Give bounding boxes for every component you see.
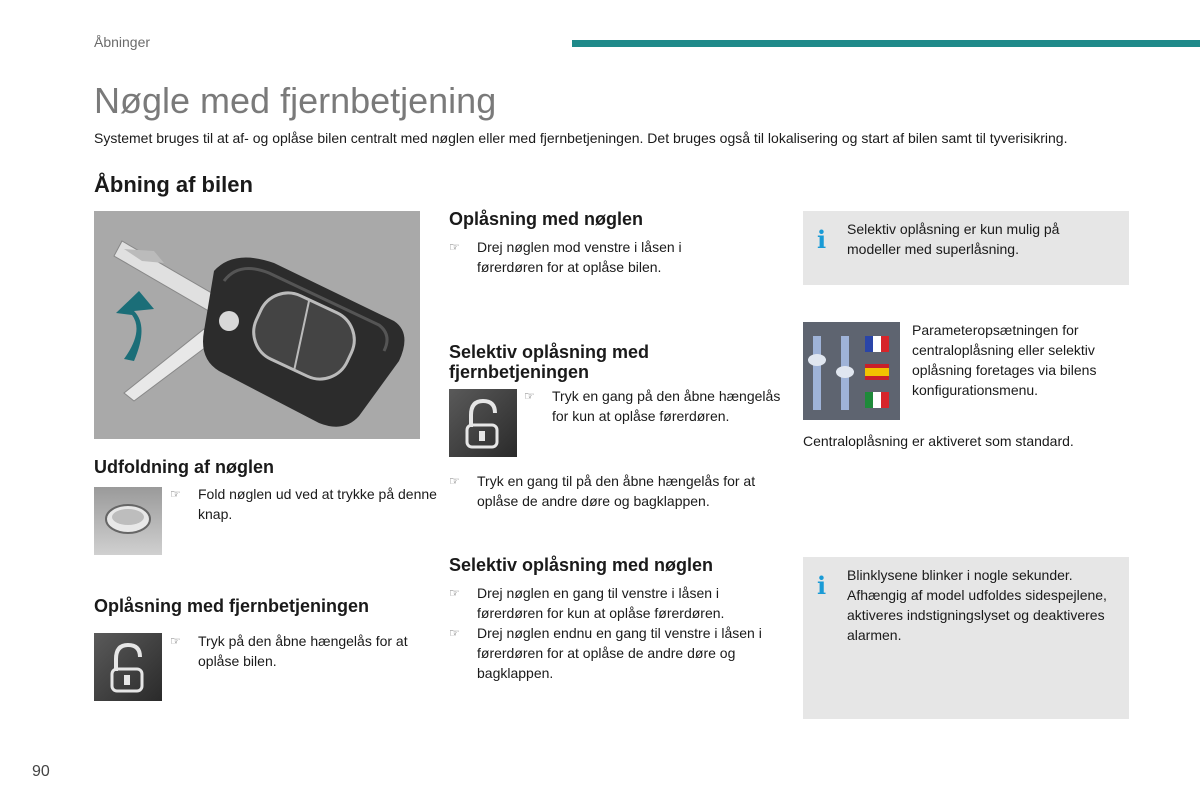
bullet-text: Drej nøglen mod venstre i låsen i førerdøren for at oplåse bilen.: [477, 239, 682, 275]
pointing-hand-icon: ☞: [449, 474, 460, 488]
bullet-selective-key-1: [449, 583, 777, 623]
info-box-superlock: [803, 211, 1129, 285]
heading-selective-key: Selektiv oplåsning med nøglen: [449, 555, 714, 575]
bullet-text: Tryk en gang på den åbne hængelås for kun at oplåse førerdøren.: [552, 388, 781, 424]
param-text: Parameteropsætningen for centraloplåsning eller selektiv oplåsning foretages via bilens konfigurationsmenu.: [912, 322, 1097, 398]
config-menu-image: [803, 322, 900, 420]
info-icon: i: [817, 225, 827, 254]
pointing-hand-icon: ☞: [170, 487, 181, 501]
heading-unfold-key: Udfoldning af nøglen: [94, 457, 274, 477]
bullet-remote-unlock: [170, 631, 448, 671]
fold-button-image: [94, 487, 162, 555]
header-rule: [572, 40, 1200, 47]
pointing-hand-icon: ☞: [170, 634, 181, 648]
standard-text: Centraloplåsning er aktiveret som standard.: [803, 433, 1074, 449]
bullet-text: Drej nøglen en gang til venstre i låsen i førerdøren for kun at oplåse førerdøren.: [477, 585, 725, 621]
key-illustration: [94, 211, 420, 439]
bullet-text: Tryk på den åbne hængelås for at oplåse bilen.: [198, 633, 408, 669]
bullet-selective-remote-2: [449, 471, 777, 511]
section-label: Åbninger: [94, 34, 151, 50]
open-padlock-icon: [94, 633, 162, 701]
open-padlock-icon: [449, 389, 517, 457]
heading-remote-unlock: Oplåsning med fjernbetjeningen: [94, 596, 370, 616]
pointing-hand-icon: ☞: [449, 240, 460, 254]
info-text: Blinklysene blinker i nogle sekunder. Afhængig af model udfoldes sidespejlene, aktiveres indstigningslyset og deaktiveres alarmen.: [847, 567, 1107, 643]
bullet-selective-key-2: [449, 623, 777, 683]
heading-key-unlock: Oplåsning med nøglen: [449, 209, 644, 229]
bullet-text: Tryk en gang til på den åbne hængelås for at oplåse de andre døre og bagklappen.: [477, 473, 756, 509]
info-text: Selektiv oplåsning er kun mulig på modeller med superlåsning.: [847, 221, 1060, 257]
bullet-text: Fold nøglen ud ved at trykke på denne knap.: [198, 486, 437, 522]
pointing-hand-icon: ☞: [524, 389, 535, 403]
pointing-hand-icon: ☞: [449, 586, 460, 600]
pointing-hand-icon: ☞: [449, 626, 460, 640]
page-number: 90: [32, 763, 50, 780]
info-box-indicators: [803, 557, 1129, 719]
bullet-key-unlock: [449, 237, 747, 277]
info-icon: i: [817, 571, 827, 600]
heading-selective-remote: Selektiv oplåsning med fjernbetjeningen: [449, 342, 650, 382]
page-title: Nøgle med fjernbetjening: [94, 80, 497, 121]
bullet-selective-remote-1: [524, 386, 782, 426]
bullet-text: Drej nøglen endnu en gang til venstre i låsen i førerdøren for at oplåse de andre døre og bagklappen.: [477, 625, 762, 681]
bullet-unfold: [170, 484, 448, 524]
intro-text: Systemet bruges til at af- og oplåse bilen centralt med nøglen eller med fjernbetjeningen. Det bruges også til lokalisering og start af bilen samt til tyverisikring.: [94, 130, 1068, 146]
heading-opening: Åbning af bilen: [94, 172, 253, 197]
